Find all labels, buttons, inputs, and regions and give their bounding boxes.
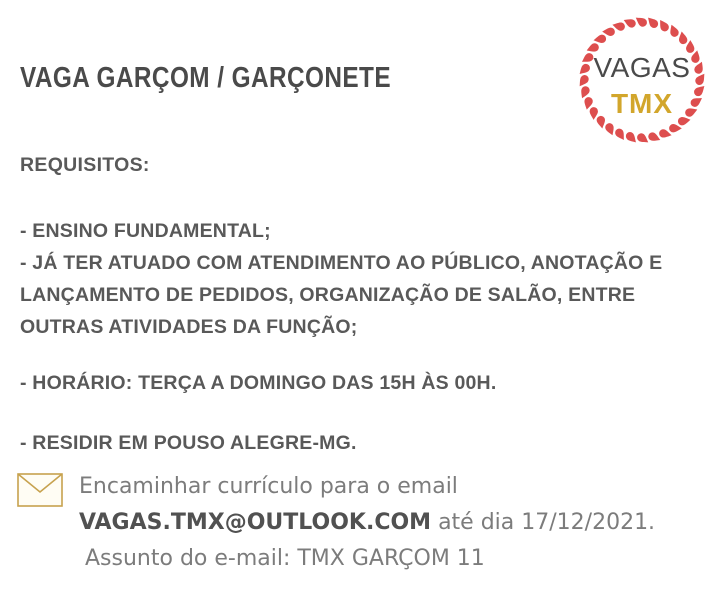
logo-svg xyxy=(572,10,712,150)
requirement-education: - ENSINO FUNDAMENTAL; xyxy=(20,220,271,242)
contact-section xyxy=(17,469,720,577)
requirement-schedule: - HORÁRIO: TERÇA A DOMINGO DAS 15H ÀS 00H. xyxy=(20,372,497,394)
contact-deadline: até dia 17/12/2021. xyxy=(431,510,656,535)
requirement-residence: - RESIDIR EM POUSO ALEGRE-MG. xyxy=(20,432,357,454)
envelope-icon xyxy=(17,473,63,507)
contact-text xyxy=(79,469,655,577)
contact-subject: Assunto do e-mail: TMX GARÇOM 11 xyxy=(85,546,485,571)
requirement-experience: - JÁ TER ATUADO COM ATENDIMENTO AO PÚBLICO, ANOTAÇÃO E LANÇAMENTO DE PEDIDOS, ORGANIZAÇÃO DE SALÃO, ENTRE OUTRAS ATIVIDADES DA FUNÇÃO; xyxy=(20,252,663,338)
logo-text-tmx: TMX xyxy=(610,88,674,119)
logo-text-vagas: VAGAS xyxy=(593,52,691,83)
contact-email-line xyxy=(79,505,655,541)
page-title: VAGA GARÇOM / GARÇONETE xyxy=(20,62,392,94)
contact-intro: Encaminhar currículo para o email xyxy=(79,474,458,499)
header xyxy=(0,0,720,152)
vagas-tmx-logo xyxy=(572,10,712,150)
contact-email: VAGAS.TMX@OUTLOOK.COM xyxy=(79,510,432,535)
flyer-body xyxy=(0,154,720,577)
requirements-heading: REQUISITOS: xyxy=(20,154,150,176)
